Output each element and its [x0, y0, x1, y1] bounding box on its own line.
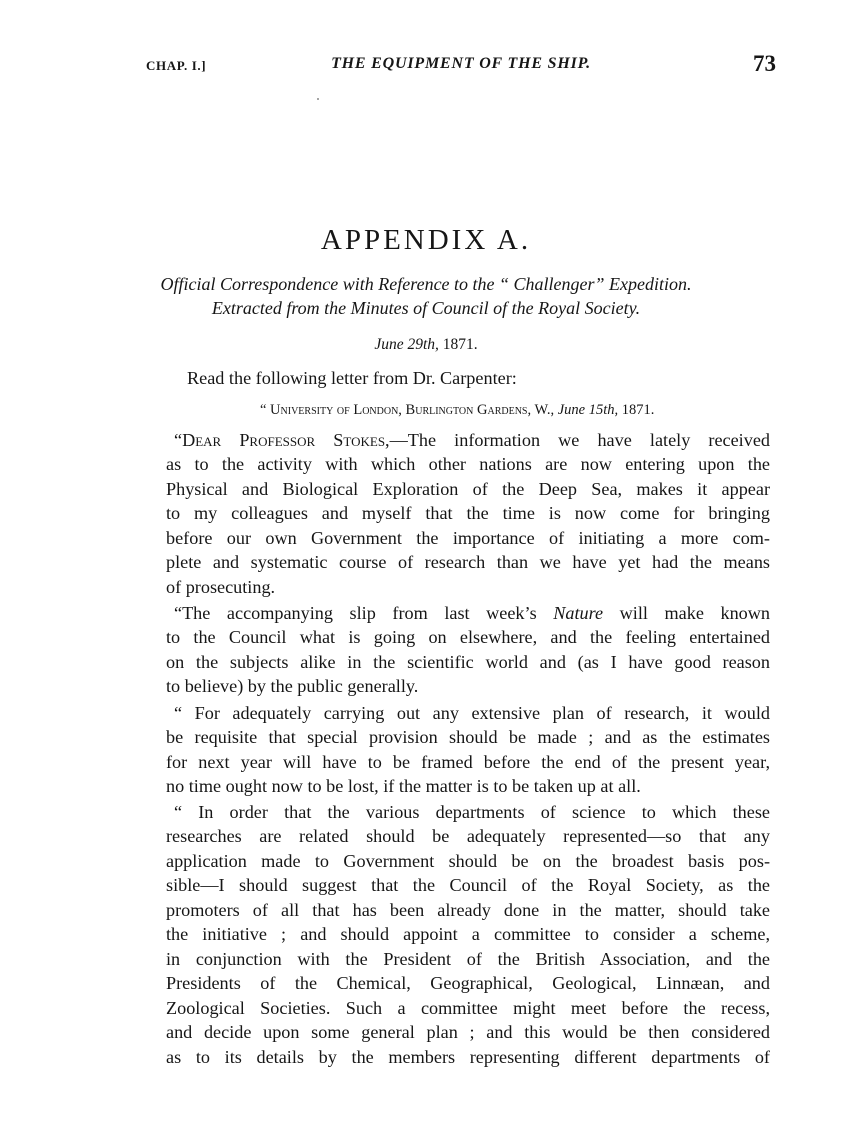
text-line: “Dear Professor Stokes,—The information we have lately received [174, 430, 770, 450]
salutation: “Dear Professor Stokes, [174, 430, 390, 450]
address-text: “ University of London, Burlington Gardens, W., [260, 402, 555, 418]
text-line: promoters of all that has been already done in the matter, should take [166, 900, 770, 920]
text-line: plete and systematic course of research than we have yet had the means [166, 552, 770, 572]
address-date: June 15th, [554, 402, 619, 418]
journal-title: Nature [553, 603, 604, 623]
page-number: 73 [753, 51, 776, 76]
text-line: the initiative ; and should appoint a committee to consider a scheme, [166, 924, 770, 944]
text-line: to my colleagues and myself that the time is now come for bringing [166, 503, 770, 523]
text-line: of prosecuting. [166, 577, 276, 597]
text-line: as to its details by the members representing different departments of [166, 1047, 770, 1067]
running-head [146, 52, 776, 82]
appendix-subtitle-line-1: Official Correspondence with Reference to the “ Challenger” Expedition. [160, 274, 692, 294]
text-line: sible—I should suggest that the Council of the Royal Society, as the [166, 875, 770, 895]
minutes-date-day: June 29th, [374, 336, 439, 353]
text-line: be requisite that special provision should be made ; and as the estimates [166, 727, 770, 747]
text-line: before our own Government the importance of initiating a more com- [166, 528, 770, 548]
print-speck [317, 98, 319, 100]
letter-address [260, 402, 654, 419]
text-line: Presidents of the Chemical, Geographical, Geological, Linnæan, and [166, 973, 770, 993]
text-line: researches are related should be adequately represented—so that any [166, 826, 770, 846]
minutes-date-year: 1871. [438, 336, 478, 353]
running-title: THE EQUIPMENT OF THE SHIP. [331, 55, 591, 72]
text-line: no time ought now to be lost, if the matter is to be taken up at all. [166, 776, 641, 796]
appendix-subtitle-line-2: Extracted from the Minutes of Council of the Royal Society. [211, 298, 641, 318]
text-line: “ In order that the various departments of science to which these [174, 802, 770, 822]
chapter-label: CHAP. I.] [146, 58, 207, 73]
text-line: to believe) by the public generally. [166, 676, 419, 696]
text-line: as to the activity with which other nations are now entering upon the [166, 454, 770, 474]
text-line: “The accompanying slip from last week’s Nature will make known [174, 603, 770, 623]
text-line: on the subjects alike in the scientific world and (as I have good reason [166, 652, 770, 672]
text-line: Zoological Societies. Such a committee might meet before the recess, [166, 998, 770, 1018]
text-line: and decide upon some general plan ; and this would be then considered [166, 1022, 770, 1042]
letter-intro: Read the following letter from Dr. Carpenter: [187, 368, 517, 388]
text-line: for next year will have to be framed before the end of the present year, [166, 752, 770, 772]
address-year: 1871. [618, 402, 655, 418]
text-line: in conjunction with the President of the British Association, and the [166, 949, 770, 969]
text-line: application made to Government should be on the broadest basis pos- [166, 851, 770, 871]
text-line: “ For adequately carrying out any extensive plan of research, it would [174, 703, 770, 723]
text-line: Physical and Biological Exploration of the Deep Sea, makes it appear [166, 479, 770, 499]
text-line: to the Council what is going on elsewhere, and the feeling entertained [166, 627, 770, 647]
minutes-date [0, 336, 852, 354]
appendix-title: APPENDIX A. [320, 224, 532, 256]
